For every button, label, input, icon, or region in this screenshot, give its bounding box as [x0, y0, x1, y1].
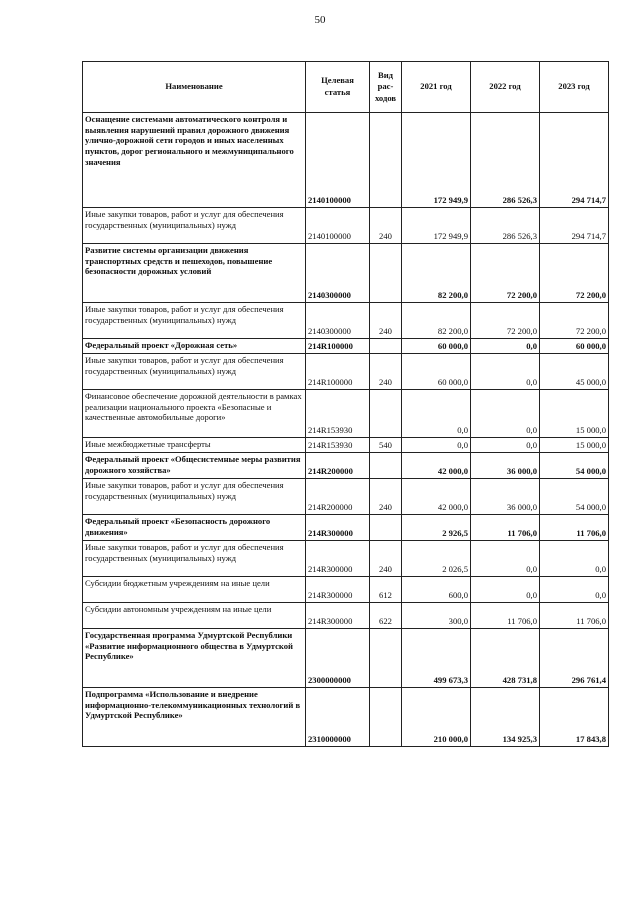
row-name: Иные закупки товаров, работ и услуг для обеспечения государственных (муниципальных) нужд	[83, 303, 306, 339]
row-name: Субсидии бюджетным учреждениям на иные цели	[83, 577, 306, 603]
row-2022: 36 000,0	[471, 479, 540, 515]
row-code: 214R153930	[306, 438, 370, 453]
row-code: 214R300000	[306, 541, 370, 577]
row-kind	[370, 688, 402, 747]
header-name: Наименование	[83, 62, 306, 113]
table-row	[83, 303, 609, 339]
row-2023: 294 714,7	[540, 208, 609, 244]
row-2022: 72 200,0	[471, 244, 540, 303]
row-2022: 0,0	[471, 577, 540, 603]
row-name: Иные закупки товаров, работ и услуг для обеспечения государственных (муниципальных) нужд	[83, 208, 306, 244]
row-2023: 60 000,0	[540, 339, 609, 354]
row-2023: 294 714,7	[540, 113, 609, 208]
table-row	[83, 541, 609, 577]
page-number: 50	[314, 14, 326, 26]
row-2021: 300,0	[402, 603, 471, 629]
table-row	[83, 354, 609, 390]
row-2021: 60 000,0	[402, 354, 471, 390]
table-row	[83, 629, 609, 688]
header-code: Целевая статья	[306, 62, 370, 113]
row-2021: 60 000,0	[402, 339, 471, 354]
row-kind: 240	[370, 479, 402, 515]
row-2021: 2 026,5	[402, 541, 471, 577]
row-2023: 45 000,0	[540, 354, 609, 390]
row-2021: 2 926,5	[402, 515, 471, 541]
row-name: Развитие системы организации движения транспортных средств и пешеходов, повышение безопасности дорожных условий	[83, 244, 306, 303]
row-kind	[370, 453, 402, 479]
row-2022: 11 706,0	[471, 603, 540, 629]
row-kind: 240	[370, 208, 402, 244]
row-code: 214R300000	[306, 515, 370, 541]
row-code: 214R100000	[306, 339, 370, 354]
row-2022: 72 200,0	[471, 303, 540, 339]
row-kind	[370, 339, 402, 354]
row-code: 214R300000	[306, 577, 370, 603]
row-code: 214R100000	[306, 354, 370, 390]
row-2021: 600,0	[402, 577, 471, 603]
row-name: Федеральный проект «Общесистемные меры развития дорожного хозяйства»	[83, 453, 306, 479]
row-2021: 0,0	[402, 438, 471, 453]
table-row	[83, 479, 609, 515]
row-code: 214R153930	[306, 390, 370, 438]
row-2023: 11 706,0	[540, 515, 609, 541]
row-2022: 11 706,0	[471, 515, 540, 541]
header-2023: 2023 год	[540, 62, 609, 113]
row-code: 2140100000	[306, 113, 370, 208]
row-kind	[370, 244, 402, 303]
table-row	[83, 515, 609, 541]
table-row	[83, 244, 609, 303]
row-2023: 11 706,0	[540, 603, 609, 629]
row-name: Подпрограмма «Использование и внедрение информационно-телекоммуникационных технологий в Удмуртской Республике»	[83, 688, 306, 747]
row-code: 2140100000	[306, 208, 370, 244]
row-code: 2300000000	[306, 629, 370, 688]
row-2023: 15 000,0	[540, 438, 609, 453]
row-2021: 172 949,9	[402, 113, 471, 208]
row-2021: 82 200,0	[402, 244, 471, 303]
row-2021: 172 949,9	[402, 208, 471, 244]
row-kind: 612	[370, 577, 402, 603]
row-2022: 0,0	[471, 354, 540, 390]
table-row	[83, 603, 609, 629]
row-name: Субсидии автономным учреждениям на иные цели	[83, 603, 306, 629]
row-code: 2140300000	[306, 244, 370, 303]
row-kind: 240	[370, 354, 402, 390]
table-row	[83, 577, 609, 603]
table-row	[83, 438, 609, 453]
row-2021: 0,0	[402, 390, 471, 438]
budget-table	[82, 61, 609, 747]
row-kind: 622	[370, 603, 402, 629]
table-row	[83, 390, 609, 438]
row-kind: 240	[370, 303, 402, 339]
row-kind: 240	[370, 541, 402, 577]
row-2023: 54 000,0	[540, 479, 609, 515]
row-2021: 210 000,0	[402, 688, 471, 747]
row-kind	[370, 390, 402, 438]
row-name: Оснащение системами автоматического контроля и выявления нарушений правил дорожного движения улично-дорожной сети городов и иных населенных пунктов, дорог регионального и межмуниципального значения	[83, 113, 306, 208]
row-code: 214R200000	[306, 479, 370, 515]
row-name: Иные закупки товаров, работ и услуг для обеспечения государственных (муниципальных) нужд	[83, 479, 306, 515]
row-2022: 134 925,3	[471, 688, 540, 747]
row-2023: 72 200,0	[540, 303, 609, 339]
row-2021: 499 673,3	[402, 629, 471, 688]
row-2022: 0,0	[471, 390, 540, 438]
table-row	[83, 113, 609, 208]
table-row	[83, 688, 609, 747]
row-2023: 296 761,4	[540, 629, 609, 688]
table-row	[83, 453, 609, 479]
table-row	[83, 339, 609, 354]
row-code: 214R200000	[306, 453, 370, 479]
row-2022: 286 526,3	[471, 113, 540, 208]
row-kind: 540	[370, 438, 402, 453]
row-kind	[370, 515, 402, 541]
row-2022: 428 731,8	[471, 629, 540, 688]
row-2021: 42 000,0	[402, 479, 471, 515]
row-code: 2140300000	[306, 303, 370, 339]
row-2021: 82 200,0	[402, 303, 471, 339]
row-name: Финансовое обеспечение дорожной деятельности в рамках реализации национального проекта «Безопасные и качественные автомобильные дороги»	[83, 390, 306, 438]
row-2021: 42 000,0	[402, 453, 471, 479]
header-2022: 2022 год	[471, 62, 540, 113]
row-2023: 54 000,0	[540, 453, 609, 479]
row-kind	[370, 629, 402, 688]
row-2023: 17 843,8	[540, 688, 609, 747]
row-2022: 0,0	[471, 339, 540, 354]
row-name: Федеральный проект «Дорожная сеть»	[83, 339, 306, 354]
row-code: 2310000000	[306, 688, 370, 747]
header-2021: 2021 год	[402, 62, 471, 113]
row-name: Государственная программа Удмуртской Республики «Развитие информационного общества в Удмуртской Республике»	[83, 629, 306, 688]
table-row	[83, 208, 609, 244]
row-name: Иные закупки товаров, работ и услуг для обеспечения государственных (муниципальных) нужд	[83, 541, 306, 577]
row-2022: 0,0	[471, 541, 540, 577]
row-2022: 36 000,0	[471, 453, 540, 479]
row-2022: 0,0	[471, 438, 540, 453]
row-2022: 286 526,3	[471, 208, 540, 244]
row-2023: 0,0	[540, 541, 609, 577]
table-header-row	[83, 62, 609, 113]
row-kind	[370, 113, 402, 208]
row-name: Федеральный проект «Безопасность дорожного движения»	[83, 515, 306, 541]
header-kind: Вид рас-ходов	[370, 62, 402, 113]
row-name: Иные закупки товаров, работ и услуг для обеспечения государственных (муниципальных) нужд	[83, 354, 306, 390]
row-2023: 0,0	[540, 577, 609, 603]
row-name: Иные межбюджетные трансферты	[83, 438, 306, 453]
row-2023: 15 000,0	[540, 390, 609, 438]
row-code: 214R300000	[306, 603, 370, 629]
row-2023: 72 200,0	[540, 244, 609, 303]
